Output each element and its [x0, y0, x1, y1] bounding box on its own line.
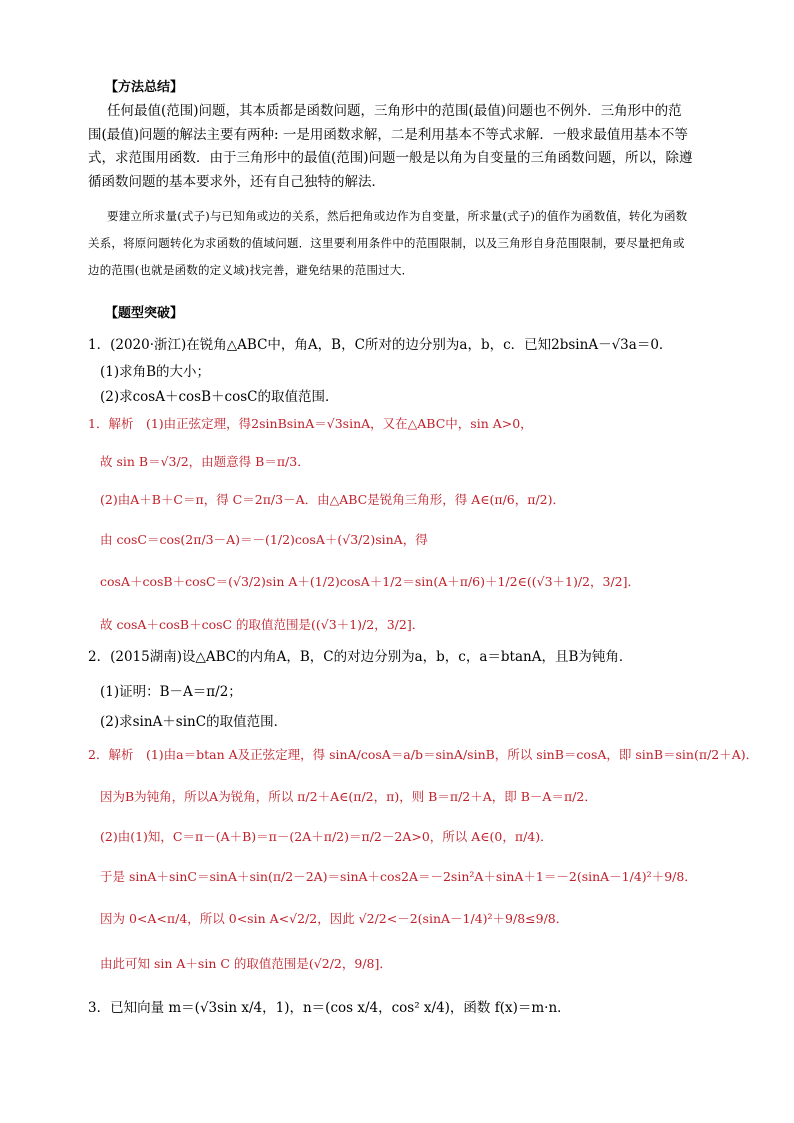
solution-1-line-4: 由 cosC＝cos(2π/3－A)＝－(1/2)cosA＋(√3/2)sinA，得	[100, 532, 428, 547]
method-summary-paragraph-1: 任何最值(范围)问题，其本质都是函数问题，三角形中的范围(最值)问题也不例外．三角形中的范围(最值)问题的解法主要有两种: 一是用函数求解，二是利用基本不等式求解．一般求最值用基本不等式，求范围用函数．由于三角形中的最值(范围)问题一般是以角为自变量的三角函数问题，所以，除遵循函数问题的基本要求外，还有自己独特的解法．	[88, 103, 693, 190]
solution-1-line-5: cosA＋cosB＋cosC＝(√3/2)sin A＋(1/2)cosA＋1/2＝sin(A＋π/6)＋1/2∈((√3＋1)/2，3/2]．	[100, 574, 641, 589]
solution-2-line-2: 因为B为钝角，所以A为锐角，所以 π/2＋A∈(π/2，π)，则 B＝π/2＋A，即 B－A＝π/2．	[100, 789, 597, 804]
method-summary-heading: 【方法总结】	[105, 80, 184, 95]
solution-2-line-4: 于是 sinA＋sinC＝sinA＋sin(π/2－2A)＝sinA＋cos2A＝－2sin²A＋sinA＋1＝－2(sinA－1/4)²＋9/8．	[100, 869, 697, 884]
solution-2-line-5: 因为 0<A<π/4，所以 0<sin A<√2/2，因此 √2/2<－2(sinA－1/4)²＋9/8≤9/8．	[100, 911, 569, 926]
problem-2-part-1: (1)证明：B－A＝π/2；	[100, 684, 242, 700]
problem-2-part-2: (2)求sinA＋sinC的取值范围．	[100, 714, 288, 730]
method-summary-paragraph-2: 要建立所求量(式子)与已知角或边的关系，然后把角或边作为自变量，所求量(式子)的值作为函数值，转化为函数关系，将原问题转化为求函数的值域问题．这里要利用条件中的范围限制，以及三角形自身范围限制，要尽量把角或边的范围(也就是函数的定义域)找完善，避免结果的范围过大．	[88, 209, 688, 277]
breakthrough-heading: 【题型突破】	[105, 306, 184, 321]
problem-1-part-1: (1)求角B的大小；	[100, 364, 211, 380]
problem-1-part-2: (2)求cosA＋cosB＋cosC的取值范围．	[100, 389, 339, 405]
solution-1-line-1: 1．解析 (1)由正弦定理，得2sinBsinA＝√3sinA，又在△ABC中，sin A>0，	[88, 416, 533, 431]
solution-1-line-3: (2)由A＋B＋C＝π，得 C＝2π/3－A．由△ABC是锐角三角形，得 A∈(π/6，π/2)．	[100, 492, 565, 507]
solution-1-line-2: 故 sin B＝√3/2，由题意得 B＝π/3．	[100, 454, 310, 469]
problem-3-statement: 3．已知向量 m＝(√3sin x/4，1)，n＝(cos x/4，cos² x/4)，函数 f(x)＝m·n．	[88, 1000, 571, 1016]
problem-1-statement: 1．(2020·浙江)在锐角△ABC中，角A，B，C所对的边分别为a，b，c．已知2bsinA－√3a＝0．	[88, 337, 673, 353]
solution-2-line-3: (2)由(1)知，C＝π－(A＋B)＝π－(2A＋π/2)＝π/2－2A>0，所以 A∈(0，π/4)．	[100, 829, 553, 844]
solution-1-line-6: 故 cosA＋cosB＋cosC 的取值范围是((√3＋1)/2，3/2]．	[100, 617, 425, 632]
solution-2-line-6: 由此可知 sin A＋sin C 的取值范围是(√2/2，9/8]．	[100, 956, 392, 971]
solution-2-line-1: 2．解析 (1)由a＝btan A及正弦定理，得 sinA/cosA＝a/b＝sinA/sinB，所以 sinB＝cosA，即 sinB＝sin(π/2＋A)．	[88, 747, 759, 762]
problem-2-statement: 2．(2015湖南)设△ABC的内角A，B，C的对边分别为a，b，c，a＝btanA，且B为钝角．	[88, 649, 633, 665]
